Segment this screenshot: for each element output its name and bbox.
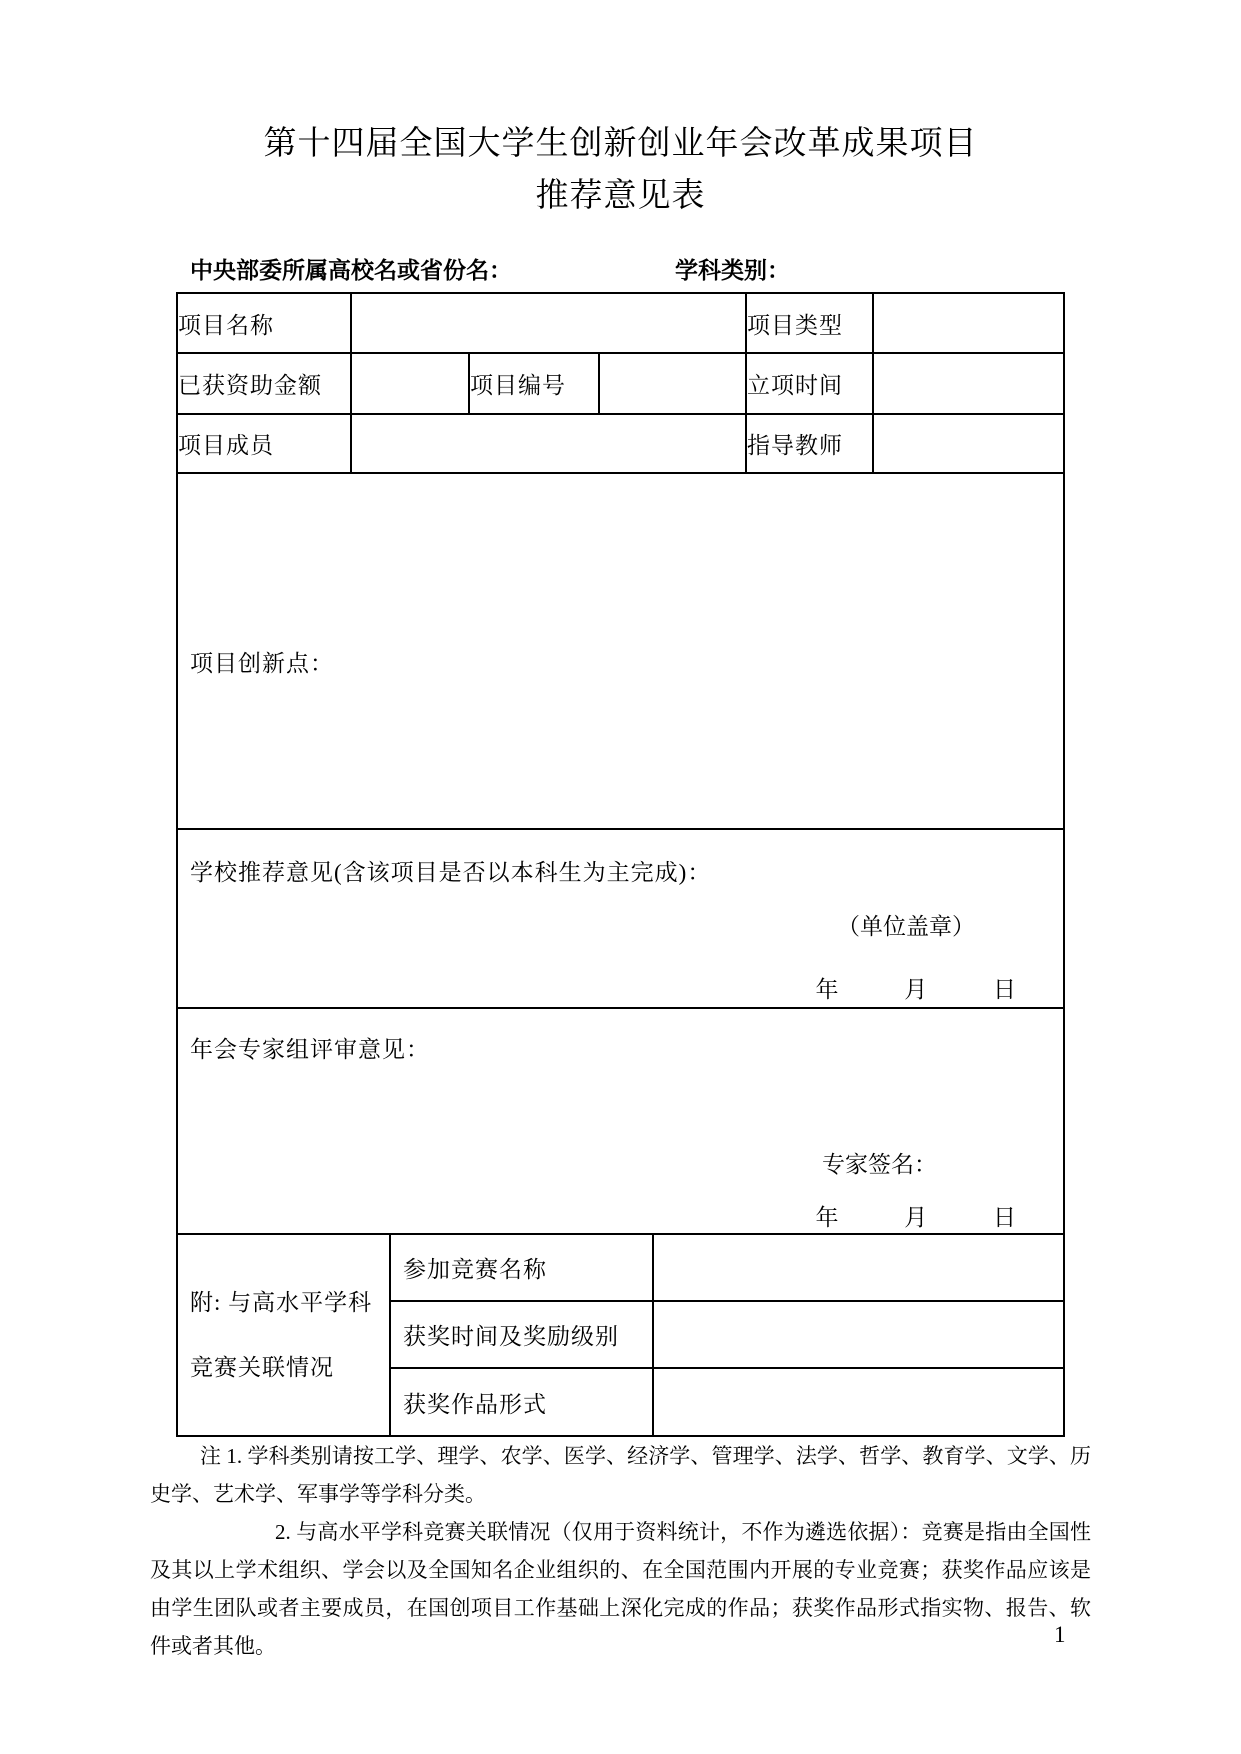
award-time-label: 获奖时间及奖励级别 — [390, 1301, 653, 1368]
month-label: 月 — [904, 977, 928, 1002]
table-row — [177, 473, 1064, 829]
discipline-label: 学科类别： — [675, 258, 790, 283]
project-type-label: 项目类型 — [746, 293, 873, 353]
innovation-cell[interactable] — [177, 473, 1064, 829]
attachment-section — [177, 1234, 1064, 1436]
attachment-label — [178, 1235, 390, 1435]
members-label: 项目成员 — [177, 414, 351, 473]
school-opinion-label: 学校推荐意见(含该项目是否以本科生为主完成)： — [190, 860, 712, 885]
members-input-cell[interactable] — [351, 414, 746, 473]
footnote-1: 注 1. 学科类别请按工学、理学、农学、医学、经济学、管理学、法学、哲学、教育学、文学、历史学、艺术学、军事学等学科分类。 — [150, 1444, 1091, 1506]
attachment-table — [178, 1235, 1065, 1435]
funding-label: 已获资助金额 — [177, 353, 351, 414]
competition-name-input-cell[interactable] — [653, 1235, 1065, 1301]
date-line — [178, 1203, 1063, 1233]
table-row — [178, 1235, 1065, 1301]
school-opinion-cell[interactable] — [177, 829, 1064, 1008]
title-line-1: 第十四届全国大学生创新创业年会改革成果项目 — [263, 126, 978, 162]
day-label: 日 — [993, 977, 1017, 1002]
competition-name-label: 参加竞赛名称 — [390, 1235, 653, 1301]
footnote-2: 2. 与高水平学科竞赛关联情况（仅用于资料统计，不作为遴选依据）：竞赛是指由全国性及其以上学术组织、学会以及全国知名企业组织的、在全国范围内开展的专业竞赛；获奖作品应该是由学生团队或者主要成员，在国创项目工作基础上深化完成的作品；获奖作品形式指实物、报告、软件或者其他。 — [150, 1520, 1091, 1658]
attachment-label-line-1: 附: 与高水平学科 — [190, 1290, 373, 1315]
table-row — [177, 293, 1064, 353]
innovation-label: 项目创新点： — [190, 650, 334, 676]
advisor-label: 指导教师 — [746, 414, 873, 473]
page-number: 1 — [1054, 1622, 1066, 1647]
table-row — [177, 829, 1064, 1008]
advisor-input-cell[interactable] — [873, 414, 1064, 473]
month-label: 月 — [904, 1205, 928, 1230]
award-time-input-cell[interactable] — [653, 1301, 1065, 1368]
project-no-input-cell[interactable] — [599, 353, 746, 414]
expert-opinion-label: 年会专家组评审意见： — [190, 1037, 430, 1062]
project-type-input-cell[interactable] — [873, 293, 1064, 353]
table-row — [177, 1008, 1064, 1234]
year-label: 年 — [815, 977, 839, 1002]
recommendation-form-table — [176, 292, 1065, 1437]
expert-sign-label: 专家签名： — [822, 1152, 938, 1177]
university-label: 中央部委所属高校名或省份名： — [190, 258, 512, 283]
year-label: 年 — [815, 1205, 839, 1230]
approval-time-input-cell[interactable] — [873, 353, 1064, 414]
table-row — [177, 353, 1064, 414]
award-form-input-cell[interactable] — [653, 1368, 1065, 1435]
footnotes — [150, 1437, 1091, 1665]
funding-input-cell[interactable] — [351, 353, 469, 414]
table-row — [177, 1234, 1064, 1436]
table-row — [177, 414, 1064, 473]
expert-opinion-cell[interactable] — [177, 1008, 1064, 1234]
seal-label: （单位盖章） — [837, 914, 976, 939]
project-name-label: 项目名称 — [177, 293, 351, 353]
title-line-2: 推荐意见表 — [535, 178, 706, 214]
project-name-input-cell[interactable] — [351, 293, 746, 353]
attachment-label-line-2: 竞赛关联情况 — [190, 1355, 334, 1380]
date-line — [178, 975, 1063, 1005]
project-no-label: 项目编号 — [469, 353, 599, 414]
award-form-label: 获奖作品形式 — [390, 1368, 653, 1435]
approval-time-label: 立项时间 — [746, 353, 873, 414]
document-title — [0, 118, 1241, 222]
day-label: 日 — [993, 1205, 1017, 1230]
subheader-line — [150, 254, 1091, 288]
